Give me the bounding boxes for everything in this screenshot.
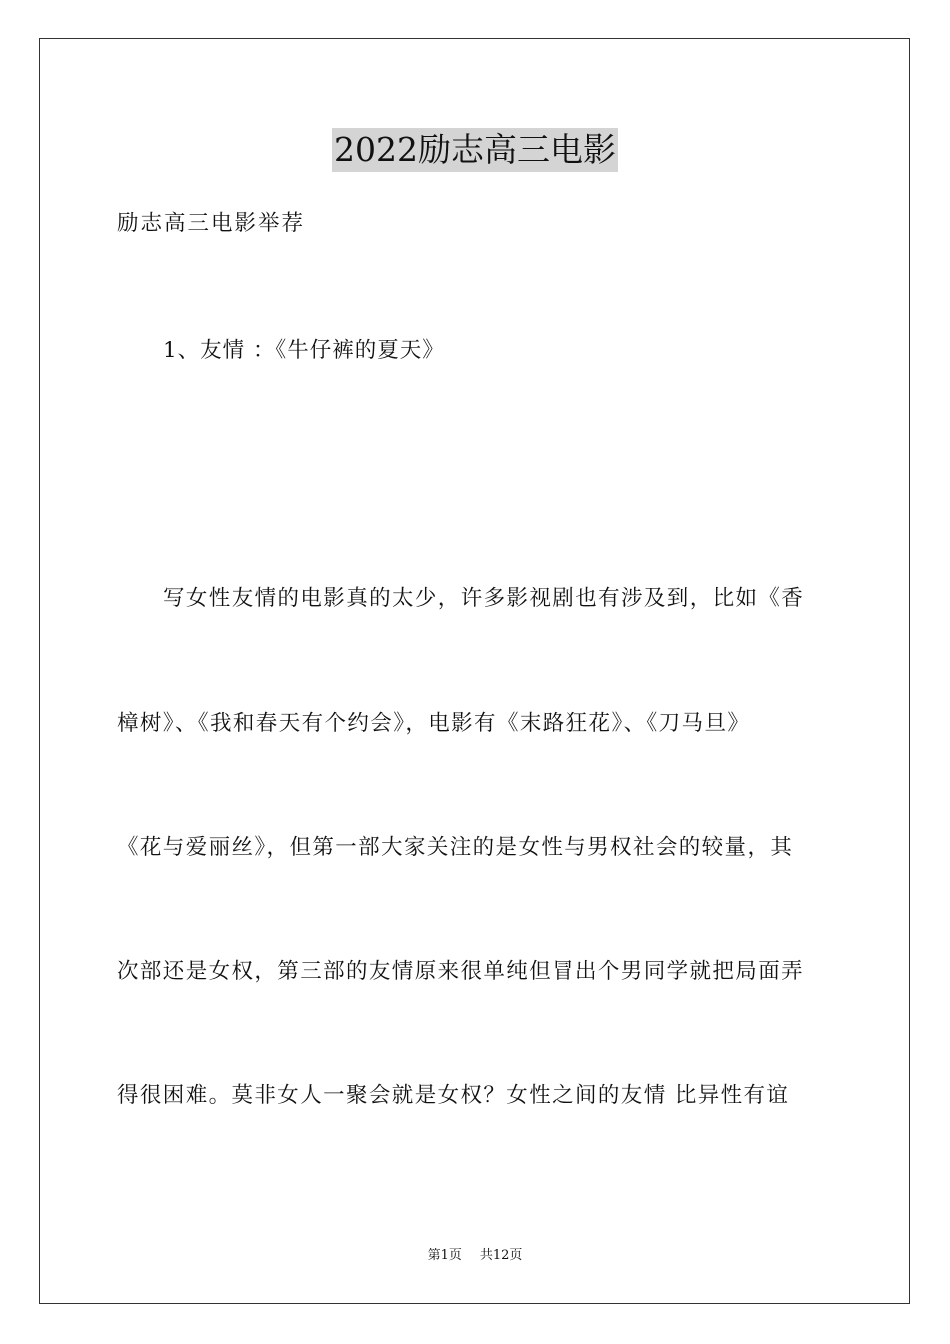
paragraph-line: 写女性友情的电影真的太少，许多影视剧也有涉及到，比如《香 (163, 586, 805, 611)
page-number: 第1页 (427, 1248, 462, 1263)
page-footer (0, 1247, 950, 1265)
paragraph-line: 《花与爱丽丝》，但第一部大家关注的是女性与男权社会的较量，其 (117, 835, 794, 860)
paragraph-line: 得很困难。莫非女人一聚会就是女权？女性之间的友情 比异性有谊 (117, 1083, 790, 1108)
page-total: 共12页 (479, 1248, 523, 1263)
paragraph-line: 樟树》、《我和春天有个约会》，电影有《末路狂花》、《刀马旦》 (117, 711, 751, 736)
section-heading: 1、友情 ：《牛仔裤的夏天》 (163, 338, 445, 363)
document-subtitle: 励志高三电影举荐 (117, 211, 306, 236)
document-title (0, 128, 950, 172)
document-title-text: 2022励志高三电影 (332, 128, 618, 172)
paragraph-line: 次部还是女权，第三部的友情原来很单纯但冒出个男同学就把局面弄 (117, 959, 805, 984)
